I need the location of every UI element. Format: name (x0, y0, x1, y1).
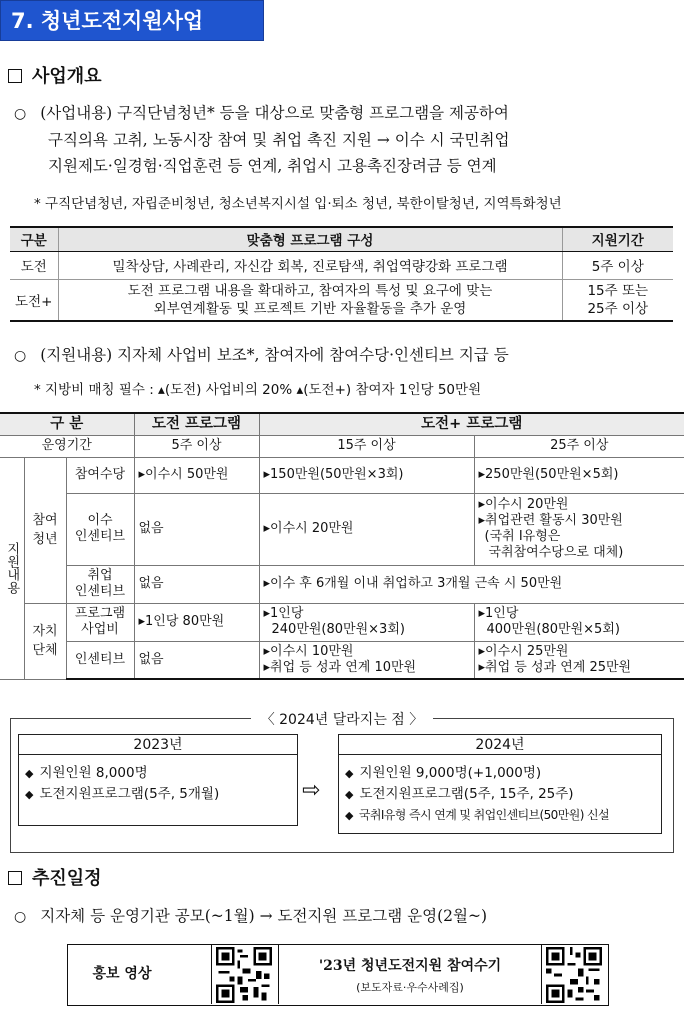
table-row (0, 493, 684, 565)
changes-title-text: 〈 2024년 달라지는 점 〉 (251, 712, 434, 728)
table-row (0, 565, 684, 603)
table-cell: 없음 (134, 641, 259, 679)
cell-line: 인센티브 (74, 529, 126, 544)
table-cell: 15주 이상 (259, 435, 474, 457)
table-row (0, 457, 684, 493)
table-cell: ▸1인당 80만원 (134, 603, 259, 641)
table-cell (259, 641, 474, 679)
table-header: 구분 (10, 227, 58, 251)
table-cell: ▸이수 후 6개월 이내 취업하고 3개월 근속 시 50만원 (259, 565, 684, 603)
row-group-label: 참여청년 (32, 513, 58, 547)
table-cell: ▸이수시 50만원 (134, 457, 259, 493)
cell-line: 인센티브 (74, 584, 126, 599)
program-composition-table (10, 226, 673, 322)
year-2023-heading: 2023년 (19, 735, 297, 755)
list-item-text: 도전지원프로그램(5주, 15주, 25주) (359, 786, 574, 802)
table-header: 도전+ 프로그램 (259, 413, 684, 435)
table-cell (66, 603, 134, 641)
cell-line: 국취참여수당으로 대체) (488, 545, 624, 560)
table-cell: 참여수당 (66, 457, 134, 493)
table-cell: 없음 (134, 493, 259, 565)
table-header: 구 분 (0, 413, 134, 435)
table-cell: 인센티브 (66, 641, 134, 679)
table-cell-vertical-label (0, 457, 24, 679)
cell-line: 400만원(80만원×5회) (486, 622, 620, 637)
list-item (25, 763, 291, 784)
circle-bullet-icon: ○ (14, 909, 27, 925)
list-item-text: 지원인원 9,000명(+1,000명) (359, 765, 542, 781)
overview-line-3: 지원제도·일경험·직업훈련 등 연계, 취업시 고용촉진장려금 등 연계 (48, 157, 497, 175)
list-item (345, 805, 655, 826)
vertical-label: 지원내용 (4, 542, 20, 594)
cell-line: ▸취업관련 활동시 30만원 (478, 513, 623, 528)
footnote-matching: * 지방비 매칭 필수 : ▴(도전) 사업비의 20% ▴(도전+) 참여자 1인당 50만원 (34, 382, 482, 398)
promo-box (67, 944, 609, 1006)
section-heading-text: 추진일정 (32, 868, 102, 889)
cell-line: 240만원(80만원×3회) (271, 622, 405, 637)
qr-code-video-icon[interactable] (216, 947, 272, 1003)
cell-line: ▸이수시 10만원 (263, 643, 354, 659)
table-cell: 25주 이상 (474, 435, 684, 457)
table-cell (474, 603, 684, 641)
table-row (10, 251, 673, 279)
list-item-text: 지원인원 8,000명 (39, 765, 148, 781)
year-2023-box (18, 734, 298, 826)
section-heading-overview (8, 62, 102, 88)
cell-line: 사업비 (81, 622, 119, 637)
table-header: 도전 프로그램 (134, 413, 259, 435)
table-row (0, 641, 684, 679)
year-2024-heading: 2024년 (339, 735, 661, 755)
cell-line: ▸취업 등 성과 연계 10만원 (263, 659, 417, 675)
changes-title (0, 709, 684, 729)
cell-line: 이수 (87, 513, 113, 528)
cell-line: 15주 또는 (587, 282, 649, 299)
cell-line: (국취 Ⅰ유형은 (484, 529, 561, 544)
table-cell (562, 279, 673, 321)
table-header: 맞춤형 프로그램 구성 (58, 227, 562, 251)
table-cell (66, 565, 134, 603)
table-header: 지원기간 (562, 227, 673, 251)
arrow-right-icon: ⇨ (302, 778, 321, 803)
diamond-bullet-icon: ◆ (345, 788, 354, 801)
support-details-table (0, 412, 684, 680)
promo-story-subtitle: (보도자료·우수사례집) (356, 981, 464, 994)
checkbox-square-icon (8, 871, 22, 885)
list-item-text: 국취Ⅰ유형 즉시 연계 및 취업인센티브(50만원) 신설 (358, 808, 609, 822)
list-item (345, 784, 655, 805)
overview-line-1: (사업내용) 구직단념청년* 등을 대상으로 맞춤형 프로그램을 제공하여 (40, 104, 509, 122)
footnote-target-youth: * 구직단념청년, 자립준비청년, 청소년복지시설 입·퇴소 청년, 북한이탈청년, 지역특화청년 (34, 196, 562, 212)
table-cell: 5주 이상 (134, 435, 259, 457)
row-group-label: 자치단체 (32, 624, 58, 658)
table-cell: ▸150만원(50만원×3회) (259, 457, 474, 493)
table-cell: ▸이수시 20만원 (259, 493, 474, 565)
cell-line: ▸1인당 (263, 606, 304, 621)
checkbox-square-icon (8, 69, 22, 83)
table-cell: 운영기간 (0, 435, 134, 457)
circle-bullet-icon: ○ (14, 106, 27, 122)
cell-line: 외부연계활동 및 프로젝트 기반 자율활동을 추가 운영 (153, 300, 467, 317)
table-cell (66, 493, 134, 565)
table-cell (474, 641, 684, 679)
table-cell: 5주 이상 (562, 251, 673, 279)
diamond-bullet-icon: ◆ (25, 767, 34, 780)
promo-story-title: '23년 청년도전지원 참여수기 (318, 958, 502, 974)
support-line: (지원내용) 지자체 사업비 보조*, 참여자에 참여수당·인센티브 지급 등 (40, 346, 509, 364)
overview-line-2: 구직의욕 고취, 노동시장 참여 및 취업 촉진 지원 → 이수 시 국민취업 (48, 131, 510, 149)
table-row (0, 603, 684, 641)
qr-code-story-icon[interactable] (546, 947, 602, 1003)
table-cell (58, 279, 562, 321)
section-heading-schedule (8, 864, 102, 890)
overview-paragraph (14, 100, 509, 179)
page-title: 7. 청년도전지원사업 (0, 0, 264, 41)
table-cell (259, 603, 474, 641)
promo-video-cell (68, 945, 212, 1004)
diamond-bullet-icon: ◆ (345, 767, 354, 780)
table-row (10, 279, 673, 321)
promo-video-label: 홍보 영상 (92, 966, 152, 982)
cell-line: 취업 (87, 568, 113, 583)
table-cell: 없음 (134, 565, 259, 603)
table-cell (24, 603, 66, 679)
cell-line: 도전 프로그램 내용을 확대하고, 참여자의 특성 및 요구에 맞는 (127, 282, 493, 299)
schedule-line: 지자체 등 운영기관 공모(~1월) → 도전지원 프로그램 운영(2월~) (40, 907, 487, 925)
support-paragraph (14, 342, 509, 369)
table-cell: 도전+ (10, 279, 58, 321)
list-item (345, 763, 655, 784)
cell-line: ▸1인당 (478, 606, 519, 621)
table-row (0, 435, 684, 457)
list-item (25, 784, 291, 805)
diamond-bullet-icon: ◆ (25, 788, 34, 801)
table-cell (474, 493, 684, 565)
cell-line: ▸이수시 20만원 (478, 497, 569, 512)
year-2024-box (338, 734, 662, 834)
cell-line: 25주 이상 (587, 300, 649, 317)
cell-line: ▸취업 등 성과 연계 25만원 (478, 659, 632, 675)
table-row (0, 413, 684, 435)
schedule-paragraph (14, 903, 487, 930)
cell-line: 프로그램 (74, 606, 126, 621)
circle-bullet-icon: ○ (14, 348, 27, 364)
section-heading-text: 사업개요 (32, 66, 102, 87)
table-cell (24, 457, 66, 603)
table-cell: 도전 (10, 251, 58, 279)
table-cell: ▸250만원(50만원×5회) (474, 457, 684, 493)
diamond-bullet-icon: ◆ (345, 809, 353, 822)
cell-line: ▸이수시 25만원 (478, 643, 569, 659)
list-item-text: 도전지원프로그램(5주, 5개월) (39, 786, 220, 802)
promo-story-cell (278, 945, 542, 1004)
table-cell: 밀착상담, 사례관리, 자신감 회복, 진로탐색, 취업역량강화 프로그램 (58, 251, 562, 279)
